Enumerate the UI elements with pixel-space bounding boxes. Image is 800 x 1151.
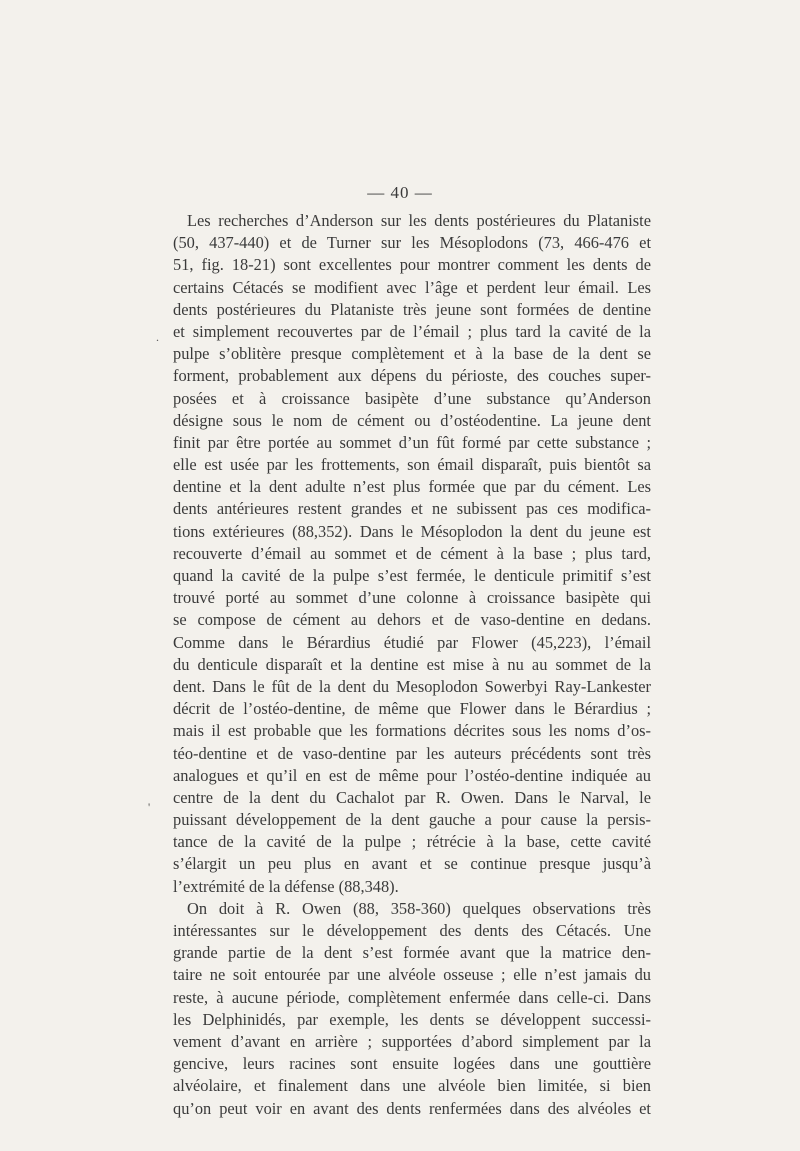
- text-line: désigne sous le nom de cément ou d’ostéodentine. La jeune dent: [173, 410, 651, 430]
- text-line: mais il est probable que les formations décrites sous les noms d’os-: [173, 721, 651, 741]
- text-line: décrit de l’ostéo-dentine, de même que Flower dans le Bérardius ;: [173, 699, 651, 719]
- text-line: dents antérieures restent grandes et ne subissent pas ces modifica-: [173, 499, 651, 519]
- text-line: On doit à R. Owen (88, 358-360) quelques observations très: [187, 898, 651, 918]
- text-line: puissant développement de la dent gauche a pour cause la persis-: [173, 810, 651, 830]
- text-line: certains Cétacés se modifient avec l’âge et perdent leur émail. Les: [173, 277, 651, 297]
- text-line: les Delphinidés, par exemple, les dents se développent successi-: [173, 1009, 651, 1029]
- text-line: 51, fig. 18-21) sont excellentes pour montrer comment les dents de: [173, 255, 651, 275]
- text-line: pulpe s’oblitère presque complètement et à la base de la dent se: [173, 344, 651, 364]
- text-line: (50, 437-440) et de Turner sur les Mésoplodons (73, 466-476 et: [173, 233, 651, 253]
- page-number: — 40 —: [367, 183, 433, 202]
- text-line: et simplement recouvertes par de l’émail ; plus tard la cavité de la: [173, 321, 651, 341]
- text-line: grande partie de la dent s’est formée avant que la matrice den-: [173, 943, 651, 963]
- text-line: s’élargit un peu plus en avant et se continue presque jusqu’à: [173, 854, 651, 874]
- text-line: dent. Dans le fût de la dent du Mesoplodon Sowerbyi Ray-Lankester: [173, 676, 651, 696]
- margin-mark: ': [148, 800, 151, 814]
- text-line: trouvé porté au sommet d’une colonne à croissance basipète qui: [173, 588, 651, 608]
- text-line: finit par être portée au sommet d’un fût formé par cette substance ;: [173, 432, 651, 452]
- text-line: centre de la dent du Cachalot par R. Owen. Dans le Narval, le: [173, 787, 651, 807]
- text-line: recouverte d’émail au sommet et de cément à la base ; plus tard,: [173, 543, 651, 563]
- text-line: analogues et qu’il en est de même pour l’ostéo-dentine indiquée au: [173, 765, 651, 785]
- text-line: l’extrémité de la défense (88,348).: [173, 876, 399, 896]
- text-line: tions extérieures (88,352). Dans le Mésoplodon la dent du jeune est: [173, 521, 651, 541]
- body-text: [173, 210, 651, 1120]
- margin-mark: .: [156, 330, 159, 344]
- text-line: du denticule disparaît et la dentine est mise à nu au sommet de la: [173, 654, 651, 674]
- text-line: quand la cavité de la pulpe s’est fermée, le denticule primitif s’est: [173, 566, 651, 585]
- text-line: intéressantes sur le développement des dents des Cétacés. Une: [173, 921, 651, 940]
- text-line: se compose de cément au dehors et de vaso-dentine en dedans.: [173, 610, 651, 630]
- text-line: qu’on peut voir en avant des dents renfermées dans des alvéoles et: [173, 1098, 651, 1118]
- text-line: taire ne soit entourée par une alvéole osseuse ; elle n’est jamais du: [173, 965, 651, 985]
- text-line: vement d’avant en arrière ; supportées d’abord simplement par la: [173, 1031, 651, 1051]
- text-line: dentine et la dent adulte n’est plus formée que par du cément. Les: [173, 477, 651, 497]
- text-line: elle est usée par les frottements, son émail disparaît, puis bientôt sa: [173, 455, 651, 475]
- text-line: gencive, leurs racines sont ensuite logées dans une gouttière: [173, 1054, 651, 1074]
- text-line: dents postérieures du Plataniste très jeune sont formées de dentine: [173, 299, 651, 319]
- text-line: alvéolaire, et finalement dans une alvéole bien limitée, si bien: [173, 1076, 651, 1096]
- text-line: téo-dentine et de vaso-dentine par les auteurs précédents sont très: [173, 743, 651, 763]
- text-line: tance de la cavité de la pulpe ; rétrécie à la base, cette cavité: [173, 832, 651, 852]
- text-line: reste, à aucune période, complètement enfermée dans celle-ci. Dans: [173, 987, 651, 1007]
- text-line: Comme dans le Bérardius étudié par Flower (45,223), l’émail: [173, 632, 651, 652]
- text-line: forment, probablement aux dépens du périoste, des couches super-: [173, 366, 651, 386]
- text-line: Les recherches d’Anderson sur les dents postérieures du Plataniste: [187, 211, 651, 230]
- text-line: posées et à croissance basipète d’une substance qu’Anderson: [173, 388, 651, 408]
